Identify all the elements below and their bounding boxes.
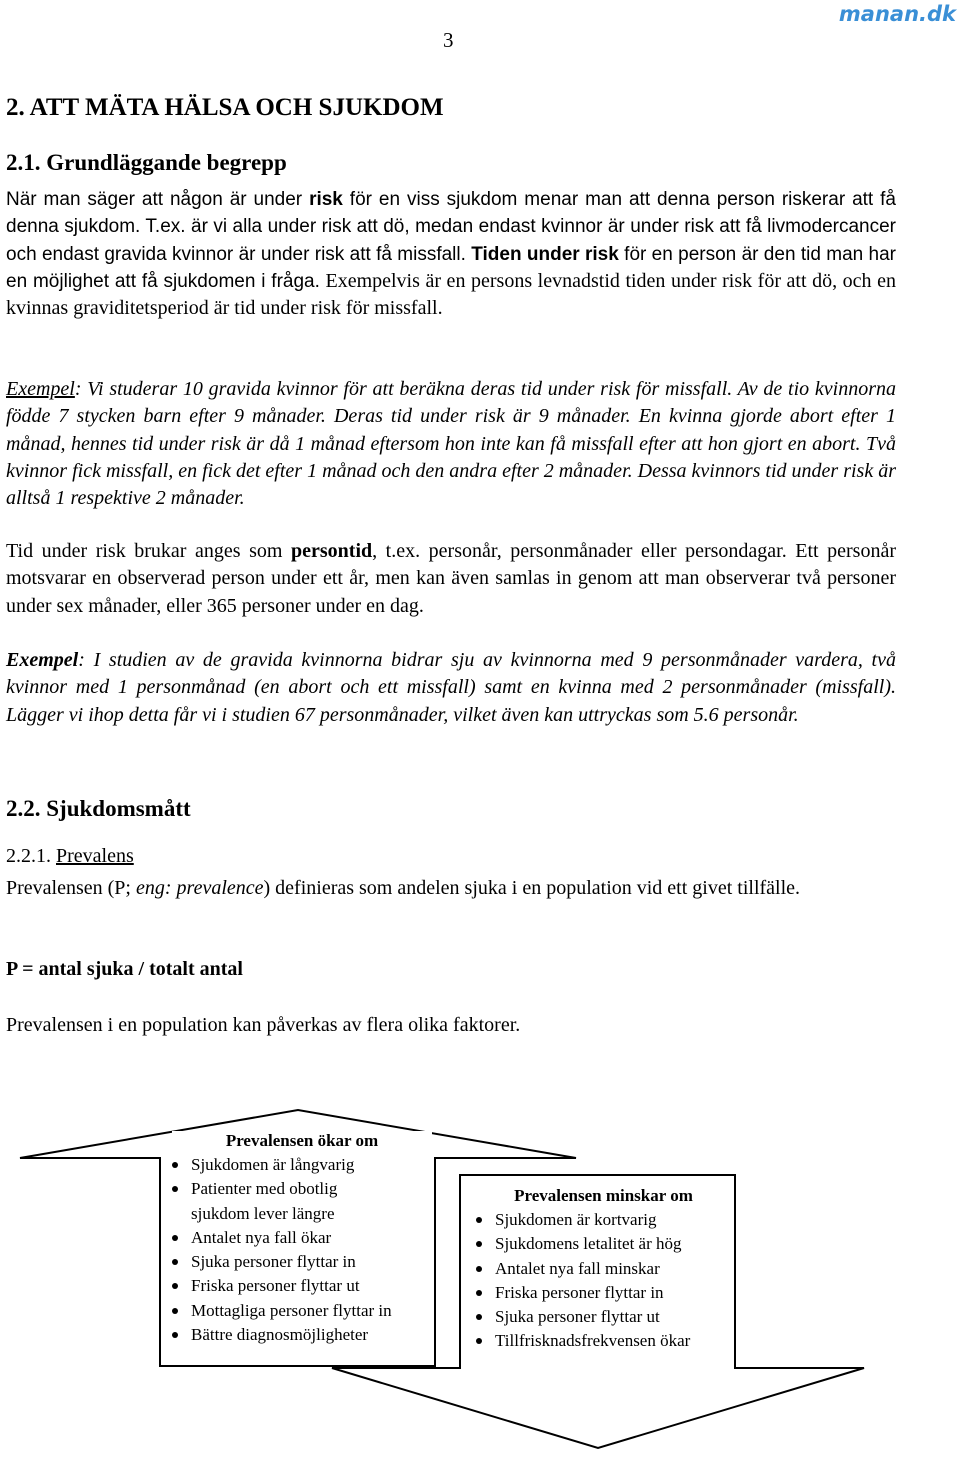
page-number: 3: [443, 28, 454, 52]
bullet-icon: [476, 1338, 482, 1344]
text: för en viss sjukdom menar man att denna person riskerar att få denna sjukdom. T.ex. är vi alla under risk att dö, medan endast kvinnor är under risk att få livmodercancer och endast gravida kvinnor är under risk att få missfall.: [6, 189, 896, 265]
list-item: Antalet nya fall minskar: [476, 1257, 731, 1281]
list-item: Sjuka personer flyttar in: [172, 1250, 432, 1274]
list-item: Friska personer flyttar ut: [172, 1274, 432, 1298]
bullet-icon: [172, 1186, 178, 1192]
increase-list: [172, 1153, 432, 1347]
bullet-icon: [476, 1266, 482, 1272]
list-item: Bättre diagnosmöjligheter: [172, 1323, 432, 1347]
english-term: eng: prevalence: [135, 877, 264, 899]
text: Tid under risk brukar anges som: [6, 540, 291, 562]
bullet-icon: [476, 1217, 482, 1223]
list-item: Patienter med obotlig sjukdom lever längre: [172, 1177, 381, 1226]
text: : I studien av de gravida kvinnorna bidrar sju av kvinnorna med 9 personmånader vardera, två kvinnor med 1 personmånad (en abort och ett missfall) samt en kvinna med 2 personmånader (missfall). Lägger vi ihop detta får vi i studien 67 personmånader, vilket även kan uttryckas som 5.6 personår.: [6, 649, 896, 726]
list-item: Sjukdomens letalitet är hög: [476, 1232, 731, 1256]
section-heading-2-2: 2.2. Sjukdomsmått: [6, 796, 191, 821]
text: Exempelvis är en persons levnadstid tiden under risk för att dö, och en kvinnas graviditetsperiod är tid under risk för missfall.: [6, 269, 896, 320]
decrease-list: [476, 1208, 731, 1354]
watermark-logo: manan.dk: [838, 2, 956, 26]
subsection-title: Prevalens: [56, 845, 134, 867]
text: för en person är den tid man har en möjlighet att få sjukdomen i fråga.: [6, 243, 897, 292]
text: : Vi studerar 10 gravida kvinnor för att beräkna deras tid under risk för missfall. Av de tio kvinnorna födde 7 stycken barn efter 9 månader. Deras tid under risk är 9 månader. En kvinna gjorde abort efter 1 månad, hennes tid under risk är då 1 månad eftersom hon inte kan få missfall efter att hon gjort en abort. Två kvinnor fick missfall, en fick det efter 1 månad och den andra efter 2 månader. Dessa kvinnors tid under risk är alltså 1 respektive 2 månader.: [6, 378, 896, 510]
text: Prevalensen (P;: [6, 877, 136, 899]
list-item: Friska personer flyttar in: [476, 1281, 731, 1305]
list-item: Sjuka personer flyttar ut: [476, 1305, 731, 1329]
decrease-box-title: Prevalensen minskar om: [514, 1186, 693, 1205]
prevalence-formula: P = antal sjuka / totalt antal: [6, 958, 243, 980]
subsection-number: 2.2.1.: [6, 845, 56, 867]
text: , t.ex. personår, personmånader eller persondagar. Ett personår motsvarar en observerad person under ett år, men kan även samlas in genom att man observerar två personer under sex månader, eller 365 personer under en dag.: [6, 540, 896, 617]
list-item: Mottagliga personer flyttar in: [172, 1299, 432, 1323]
text: När man säger att någon är under: [6, 189, 310, 210]
text: ) definieras som andelen sjuka i en population vid ett givet tillfälle.: [263, 877, 801, 899]
bullet-icon: [476, 1290, 482, 1296]
list-item: Tillfrisknadsfrekvensen ökar: [476, 1329, 731, 1353]
bullet-icon: [172, 1259, 178, 1265]
bullet-icon: [476, 1314, 482, 1320]
bullet-icon: [172, 1283, 178, 1289]
term-risk: risk: [309, 189, 343, 210]
increase-box-title: Prevalensen ökar om: [225, 1131, 379, 1150]
list-item: Sjukdomen är kortvarig: [476, 1208, 731, 1232]
bullet-icon: [172, 1332, 178, 1338]
section-heading-2-1: 2.1. Grundläggande begrepp: [6, 150, 287, 175]
bullet-icon: [172, 1162, 178, 1168]
example-label: Exempel: [6, 378, 75, 400]
bullet-icon: [476, 1241, 482, 1247]
list-item: Antalet nya fall ökar: [172, 1226, 432, 1250]
bullet-icon: [172, 1308, 178, 1314]
list-item: Sjukdomen är långvarig: [172, 1153, 432, 1177]
chapter-heading: 2. ATT MÄTA HÄLSA OCH SJUKDOM: [6, 94, 444, 121]
paragraph-factors: Prevalensen i en population kan påverkas av flera olika faktorer.: [6, 1014, 521, 1036]
decrease-box: [476, 1186, 731, 1354]
example-label: Exempel: [6, 649, 79, 671]
term-time-at-risk: Tiden under risk: [471, 243, 619, 265]
bullet-icon: [172, 1235, 178, 1241]
increase-box: [172, 1131, 432, 1347]
term-persontid: persontid: [291, 540, 373, 562]
